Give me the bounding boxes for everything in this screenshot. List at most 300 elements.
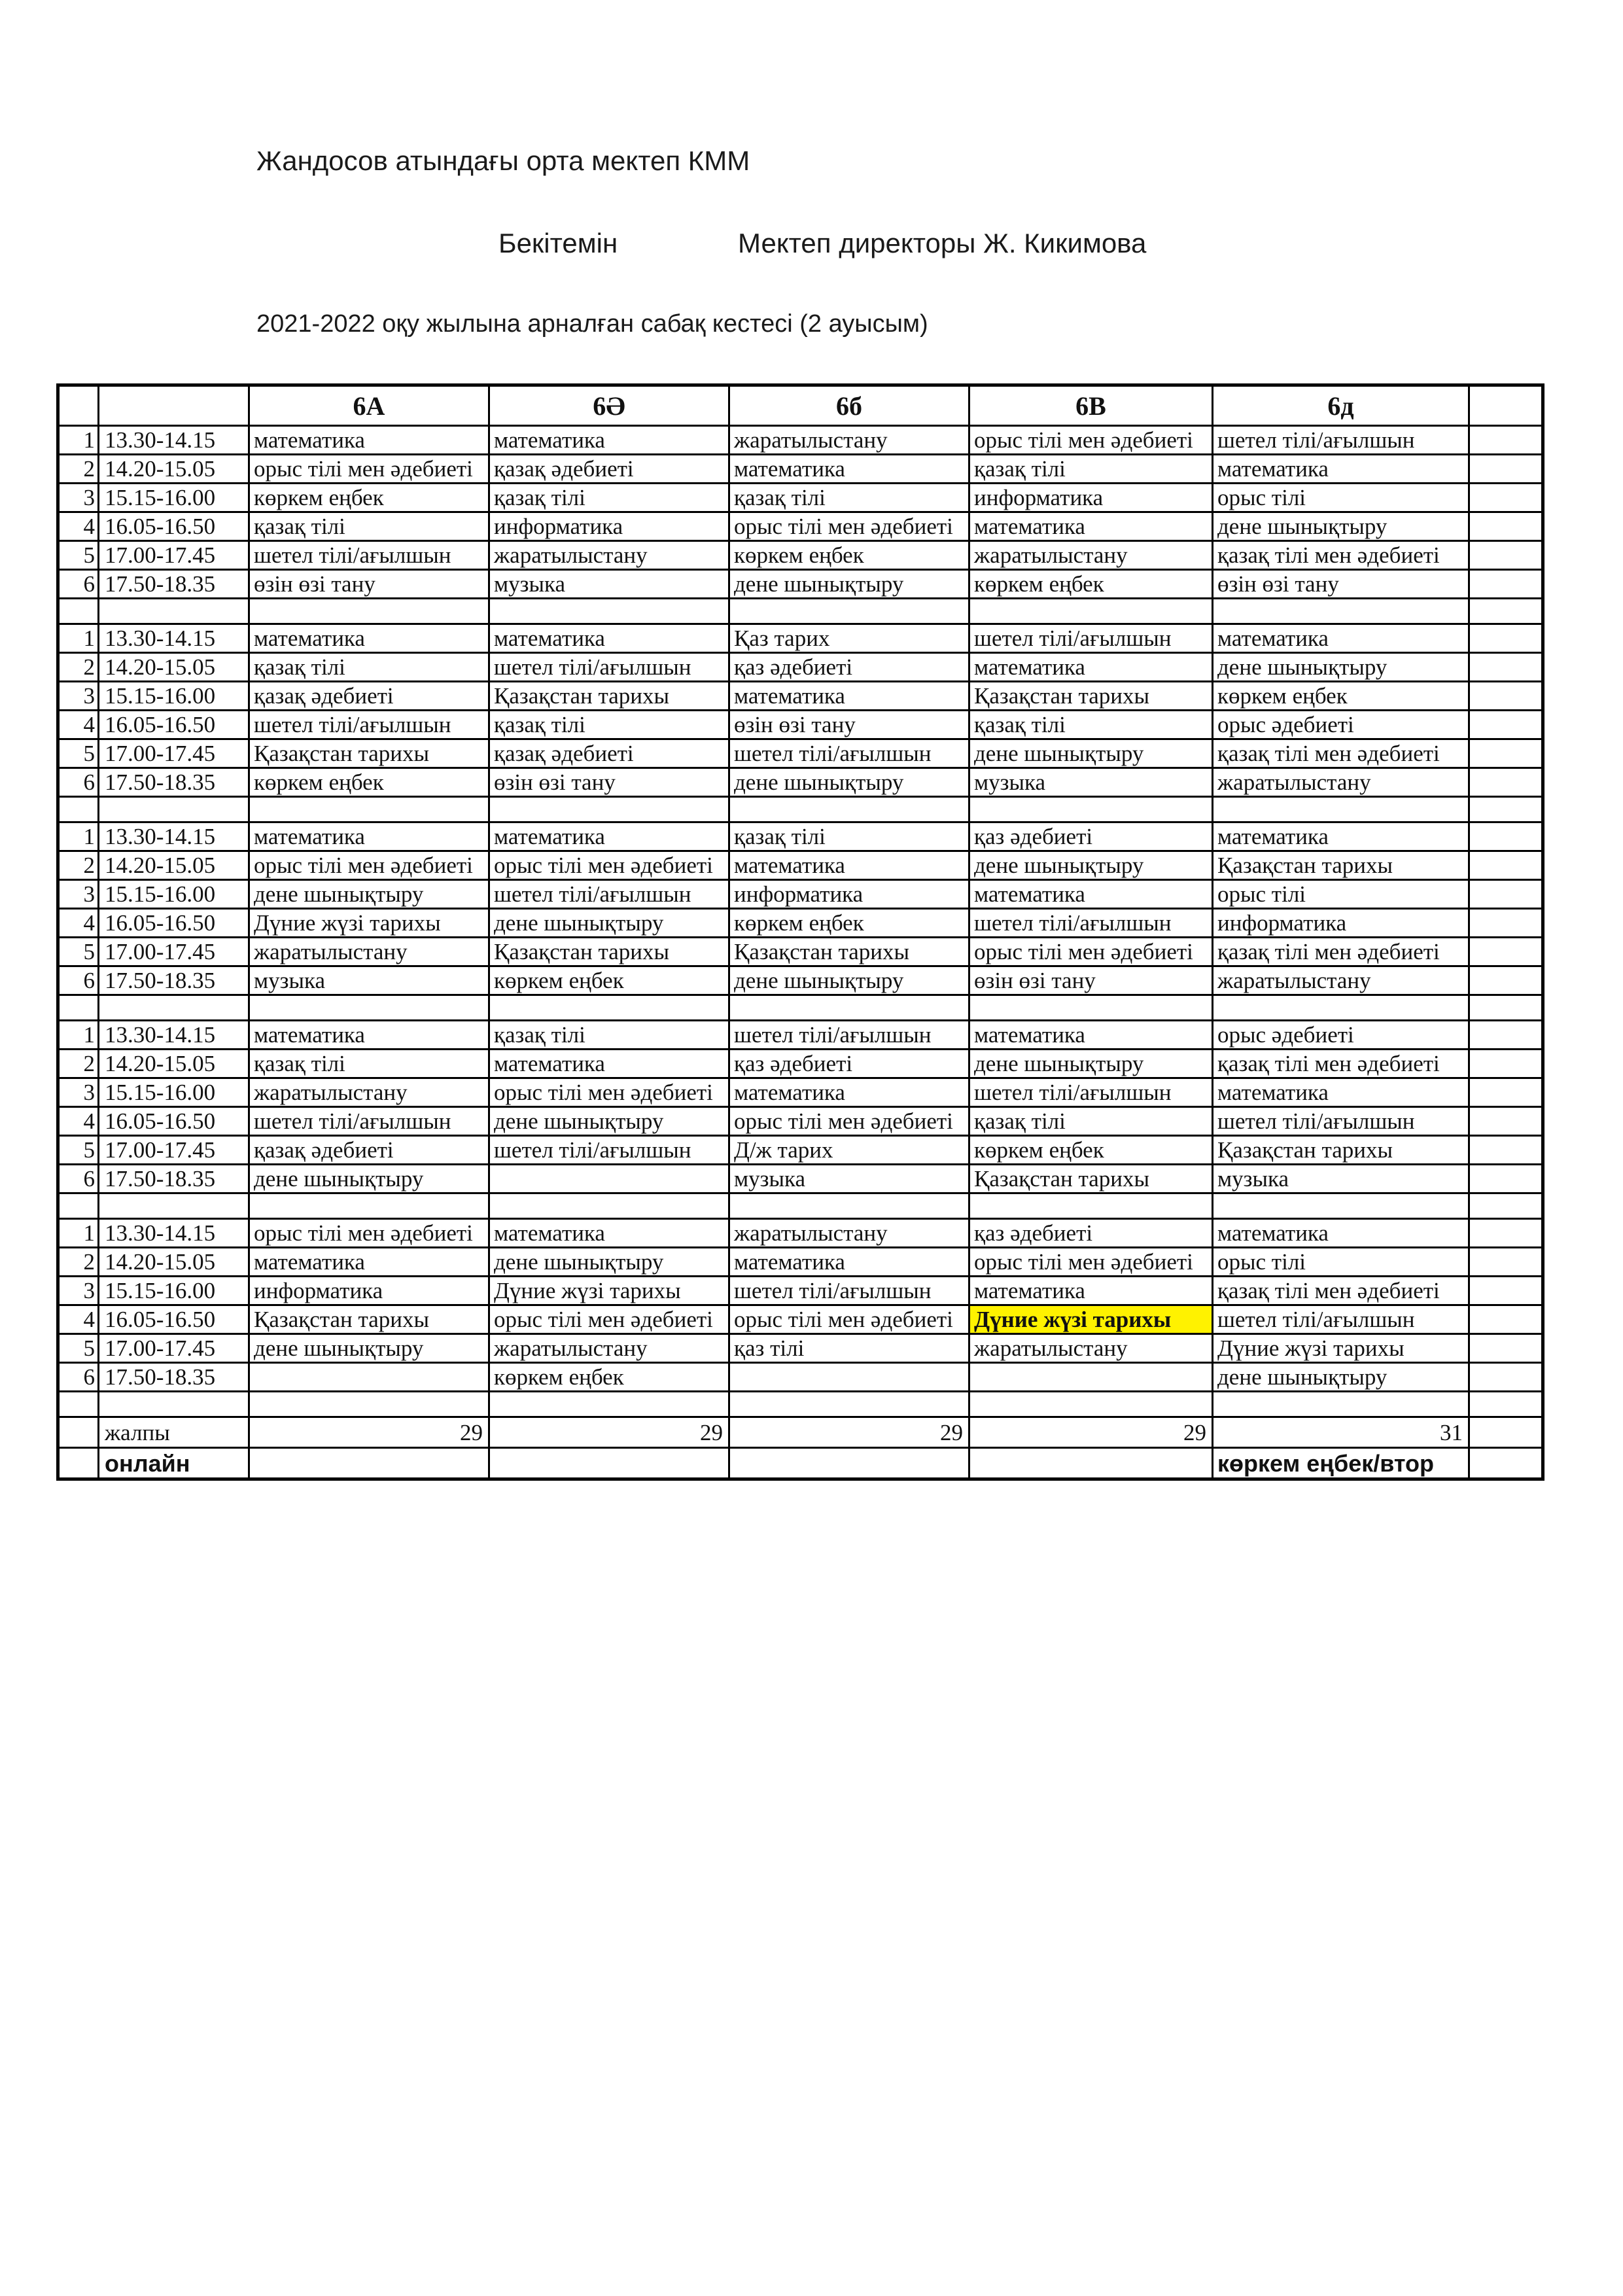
subject-cell: музыка bbox=[1213, 1165, 1469, 1193]
separator-cell bbox=[249, 1392, 489, 1417]
class-header: 6д bbox=[1213, 385, 1469, 426]
lesson-time: 17.50-18.35 bbox=[99, 1165, 249, 1193]
subject-cell: шетел тілі/ағылшын bbox=[249, 541, 489, 570]
header-blank bbox=[58, 385, 99, 426]
subject-cell: дене шынықтыру bbox=[249, 1334, 489, 1363]
online-value: көркем еңбек/втор bbox=[1213, 1448, 1469, 1479]
subject-cell: Дүние жүзі тарихы bbox=[489, 1277, 729, 1305]
lesson-time: 16.05-16.50 bbox=[99, 711, 249, 739]
subject-cell: Қазақстан тарихы bbox=[1213, 1136, 1469, 1165]
row-spacer bbox=[1469, 1021, 1543, 1050]
lesson-time: 14.20-15.05 bbox=[99, 851, 249, 880]
lesson-number: 2 bbox=[58, 851, 99, 880]
total-value: 29 bbox=[969, 1417, 1213, 1448]
total-value: 29 bbox=[489, 1417, 729, 1448]
lesson-time: 15.15-16.00 bbox=[99, 682, 249, 711]
online-row bbox=[58, 1448, 1543, 1479]
row-spacer bbox=[1469, 880, 1543, 909]
lesson-number: 1 bbox=[58, 822, 99, 851]
subject-cell: орыс тілі мен әдебиеті bbox=[249, 455, 489, 484]
row-spacer bbox=[1469, 851, 1543, 880]
table-row bbox=[58, 570, 1543, 599]
subject-cell: орыс әдебиеті bbox=[1213, 1021, 1469, 1050]
row-spacer bbox=[1469, 822, 1543, 851]
subject-cell: жаратылыстану bbox=[249, 938, 489, 966]
total-value: 31 bbox=[1213, 1417, 1469, 1448]
subject-cell: көркем еңбек bbox=[489, 1363, 729, 1392]
subject-cell: көркем еңбек bbox=[249, 484, 489, 512]
subject-cell: математика bbox=[1213, 1219, 1469, 1248]
separator-cell bbox=[1213, 1392, 1469, 1417]
separator-cell bbox=[969, 599, 1213, 624]
subject-cell: қазақ тілі мен әдебиеті bbox=[1213, 1050, 1469, 1078]
subject-cell: орыс әдебиеті bbox=[1213, 711, 1469, 739]
lesson-number: 5 bbox=[58, 541, 99, 570]
separator-cell bbox=[99, 1392, 249, 1417]
subject-cell: орыс тілі bbox=[1213, 880, 1469, 909]
subject-cell: математика bbox=[1213, 1078, 1469, 1107]
subject-cell: математика bbox=[1213, 822, 1469, 851]
subject-cell: музыка bbox=[729, 1165, 969, 1193]
subject-cell: шетел тілі/ағылшын bbox=[1213, 426, 1469, 455]
subject-cell: қазақ тілі bbox=[489, 1021, 729, 1050]
subject-cell: дене шынықтыру bbox=[969, 851, 1213, 880]
subject-cell: математика bbox=[489, 426, 729, 455]
lesson-time: 15.15-16.00 bbox=[99, 1277, 249, 1305]
table-row bbox=[58, 624, 1543, 653]
subject-cell: қаз тілі bbox=[729, 1334, 969, 1363]
separator-cell bbox=[58, 1193, 99, 1219]
subject-cell bbox=[489, 1165, 729, 1193]
lesson-number: 4 bbox=[58, 909, 99, 938]
subject-cell: Қаз тарих bbox=[729, 624, 969, 653]
subject-cell: қазақ тілі bbox=[249, 653, 489, 682]
subject-cell: жаратылыстану bbox=[969, 541, 1213, 570]
day-separator-row bbox=[58, 599, 1543, 624]
subject-cell: дене шынықтыру bbox=[969, 739, 1213, 768]
subject-cell: математика bbox=[729, 455, 969, 484]
subject-cell: жаратылыстану bbox=[729, 426, 969, 455]
subject-cell: көркем еңбек bbox=[969, 570, 1213, 599]
subject-cell: Қазақстан тарихы bbox=[489, 682, 729, 711]
subject-cell: орыс тілі мен әдебиеті bbox=[969, 426, 1213, 455]
row-spacer bbox=[1469, 1165, 1543, 1193]
lesson-number: 1 bbox=[58, 1021, 99, 1050]
table-row bbox=[58, 1050, 1543, 1078]
subject-cell: математика bbox=[729, 1078, 969, 1107]
subject-cell: орыс тілі мен әдебиеті bbox=[729, 1305, 969, 1334]
table-row bbox=[58, 851, 1543, 880]
subject-cell: жаратылыстану bbox=[489, 1334, 729, 1363]
subject-cell: математика bbox=[249, 624, 489, 653]
table-row bbox=[58, 455, 1543, 484]
day-separator-row bbox=[58, 1392, 1543, 1417]
subject-cell: математика bbox=[729, 851, 969, 880]
lesson-time: 17.00-17.45 bbox=[99, 938, 249, 966]
lesson-time: 13.30-14.15 bbox=[99, 624, 249, 653]
subject-cell: жаратылыстану bbox=[489, 541, 729, 570]
table-row bbox=[58, 880, 1543, 909]
lesson-number: 6 bbox=[58, 768, 99, 797]
separator-cell bbox=[1213, 797, 1469, 822]
subject-cell: қазақ тілі bbox=[969, 1107, 1213, 1136]
subject-cell: математика bbox=[249, 1021, 489, 1050]
subject-cell: математика bbox=[1213, 624, 1469, 653]
footer-blank bbox=[58, 1448, 99, 1479]
row-spacer bbox=[1469, 1219, 1543, 1248]
separator-cell bbox=[489, 995, 729, 1021]
subject-cell: дене шынықтыру bbox=[969, 1050, 1213, 1078]
subject-cell: қазақ әдебиеті bbox=[489, 739, 729, 768]
online-value bbox=[249, 1448, 489, 1479]
separator-cell bbox=[1469, 1193, 1543, 1219]
separator-cell bbox=[489, 1193, 729, 1219]
table-row bbox=[58, 711, 1543, 739]
subject-cell: қазақ тілі мен әдебиеті bbox=[1213, 938, 1469, 966]
row-spacer bbox=[1469, 624, 1543, 653]
separator-cell bbox=[249, 1193, 489, 1219]
lesson-number: 6 bbox=[58, 1165, 99, 1193]
subject-cell: қазақ тілі bbox=[969, 455, 1213, 484]
lesson-time: 13.30-14.15 bbox=[99, 822, 249, 851]
lesson-time: 17.00-17.45 bbox=[99, 739, 249, 768]
online-label: онлайн bbox=[99, 1448, 249, 1479]
class-header: 6В bbox=[969, 385, 1213, 426]
lesson-time: 13.30-14.15 bbox=[99, 1021, 249, 1050]
school-name: Жандосов атындағы орта мектеп КММ bbox=[256, 145, 750, 176]
table-row bbox=[58, 512, 1543, 541]
row-spacer bbox=[1469, 1305, 1543, 1334]
table-row bbox=[58, 1107, 1543, 1136]
subject-cell: Дүние жүзі тарихы bbox=[1213, 1334, 1469, 1363]
subject-cell: көркем еңбек bbox=[729, 909, 969, 938]
subject-cell: орыс тілі мен әдебиеті bbox=[249, 851, 489, 880]
table-row bbox=[58, 966, 1543, 995]
separator-cell bbox=[1469, 995, 1543, 1021]
subject-cell: көркем еңбек bbox=[1213, 682, 1469, 711]
subject-cell: дене шынықтыру bbox=[489, 1248, 729, 1277]
lesson-time: 17.50-18.35 bbox=[99, 1363, 249, 1392]
totals-label: жалпы bbox=[99, 1417, 249, 1448]
subject-cell: дене шынықтыру bbox=[1213, 1363, 1469, 1392]
row-spacer bbox=[1469, 909, 1543, 938]
lesson-number: 5 bbox=[58, 1334, 99, 1363]
subject-cell: шетел тілі/ағылшын bbox=[1213, 1107, 1469, 1136]
subject-cell: Қазақстан тарихы bbox=[729, 938, 969, 966]
separator-cell bbox=[99, 599, 249, 624]
row-spacer bbox=[1469, 484, 1543, 512]
subject-cell: шетел тілі/ағылшын bbox=[489, 1136, 729, 1165]
subject-cell: Қазақстан тарихы bbox=[249, 1305, 489, 1334]
subject-cell: математика bbox=[249, 822, 489, 851]
subject-cell: Қазақстан тарихы bbox=[969, 682, 1213, 711]
subject-cell: математика bbox=[489, 822, 729, 851]
subject-cell: көркем еңбек bbox=[249, 768, 489, 797]
subject-cell: Қазақстан тарихы bbox=[249, 739, 489, 768]
lesson-number: 2 bbox=[58, 1050, 99, 1078]
lesson-time: 17.00-17.45 bbox=[99, 541, 249, 570]
subject-cell: көркем еңбек bbox=[969, 1136, 1213, 1165]
lesson-number: 1 bbox=[58, 624, 99, 653]
subject-cell: қазақ тілі bbox=[969, 711, 1213, 739]
subject-cell: музыка bbox=[969, 768, 1213, 797]
separator-cell bbox=[99, 995, 249, 1021]
online-value bbox=[729, 1448, 969, 1479]
lesson-time: 14.20-15.05 bbox=[99, 455, 249, 484]
separator-cell bbox=[489, 797, 729, 822]
subject-cell: өзін өзі тану bbox=[969, 966, 1213, 995]
separator-cell bbox=[99, 797, 249, 822]
table-row bbox=[58, 484, 1543, 512]
lesson-number: 3 bbox=[58, 484, 99, 512]
lesson-time: 15.15-16.00 bbox=[99, 1078, 249, 1107]
subject-cell: шетел тілі/ағылшын bbox=[729, 1021, 969, 1050]
row-spacer bbox=[1469, 938, 1543, 966]
separator-cell bbox=[729, 599, 969, 624]
subject-cell: қазақ әдебиеті bbox=[249, 682, 489, 711]
table-row bbox=[58, 1248, 1543, 1277]
subject-cell: қаз әдебиеті bbox=[969, 822, 1213, 851]
subject-cell: қазақ тілі мен әдебиеті bbox=[1213, 1277, 1469, 1305]
lesson-time: 14.20-15.05 bbox=[99, 1248, 249, 1277]
lesson-number: 1 bbox=[58, 426, 99, 455]
subject-cell: дене шынықтыру bbox=[489, 909, 729, 938]
row-spacer bbox=[1469, 739, 1543, 768]
table-row bbox=[58, 1136, 1543, 1165]
lesson-number: 2 bbox=[58, 1248, 99, 1277]
separator-cell bbox=[58, 599, 99, 624]
row-spacer bbox=[1469, 653, 1543, 682]
separator-cell bbox=[729, 1193, 969, 1219]
row-spacer bbox=[1469, 682, 1543, 711]
table-row bbox=[58, 541, 1543, 570]
separator-cell bbox=[969, 1392, 1213, 1417]
separator-cell bbox=[1469, 797, 1543, 822]
row-spacer bbox=[1469, 711, 1543, 739]
header-row bbox=[58, 385, 1543, 426]
lesson-time: 17.50-18.35 bbox=[99, 966, 249, 995]
subject-cell: Дүние жүзі тарихы bbox=[969, 1305, 1213, 1334]
total-value: 29 bbox=[729, 1417, 969, 1448]
separator-cell bbox=[489, 1392, 729, 1417]
subject-cell: қазақ тілі bbox=[489, 711, 729, 739]
subject-cell: шетел тілі/ағылшын bbox=[969, 624, 1213, 653]
subject-cell: жаратылыстану bbox=[969, 1334, 1213, 1363]
subject-cell: шетел тілі/ағылшын bbox=[249, 1107, 489, 1136]
row-spacer bbox=[1469, 1334, 1543, 1363]
lesson-number: 2 bbox=[58, 455, 99, 484]
subject-cell: информатика bbox=[249, 1277, 489, 1305]
table-row bbox=[58, 739, 1543, 768]
lesson-number: 4 bbox=[58, 1107, 99, 1136]
lesson-number: 3 bbox=[58, 1078, 99, 1107]
subject-cell: жаратылыстану bbox=[729, 1219, 969, 1248]
subject-cell: орыс тілі мен әдебиеті bbox=[729, 512, 969, 541]
subject-cell: математика bbox=[969, 880, 1213, 909]
subject-cell: шетел тілі/ағылшын bbox=[489, 880, 729, 909]
separator-cell bbox=[249, 599, 489, 624]
subject-cell: шетел тілі/ағылшын bbox=[729, 1277, 969, 1305]
subject-cell: орыс тілі bbox=[1213, 1248, 1469, 1277]
subject-cell: музыка bbox=[489, 570, 729, 599]
table-row bbox=[58, 682, 1543, 711]
subject-cell: орыс тілі мен әдебиеті bbox=[489, 1078, 729, 1107]
subject-cell: қазақ тілі bbox=[729, 484, 969, 512]
separator-cell bbox=[489, 599, 729, 624]
subject-cell: орыс тілі мен әдебиеті bbox=[969, 1248, 1213, 1277]
subject-cell: дене шынықтыру bbox=[249, 880, 489, 909]
subject-cell: шетел тілі/ағылшын bbox=[249, 711, 489, 739]
lesson-number: 1 bbox=[58, 1219, 99, 1248]
lesson-time: 16.05-16.50 bbox=[99, 909, 249, 938]
subject-cell: жаратылыстану bbox=[1213, 768, 1469, 797]
subject-cell: өзін өзі тану bbox=[1213, 570, 1469, 599]
lesson-time: 17.00-17.45 bbox=[99, 1136, 249, 1165]
subject-cell: қазақ тілі bbox=[729, 822, 969, 851]
subject-cell: қазақ тілі bbox=[249, 1050, 489, 1078]
day-separator-row bbox=[58, 797, 1543, 822]
lesson-number: 2 bbox=[58, 653, 99, 682]
row-spacer bbox=[1469, 1050, 1543, 1078]
table-row bbox=[58, 1334, 1543, 1363]
approval-label: Бекітемін bbox=[498, 228, 618, 258]
subject-cell: қаз әдебиеті bbox=[729, 653, 969, 682]
separator-cell bbox=[1213, 1193, 1469, 1219]
lesson-time: 13.30-14.15 bbox=[99, 426, 249, 455]
online-value bbox=[489, 1448, 729, 1479]
row-spacer bbox=[1469, 1363, 1543, 1392]
row-spacer bbox=[1469, 541, 1543, 570]
row-spacer bbox=[1469, 1078, 1543, 1107]
subject-cell: информатика bbox=[969, 484, 1213, 512]
header-blank bbox=[1469, 385, 1543, 426]
row-spacer bbox=[1469, 1107, 1543, 1136]
separator-cell bbox=[58, 1392, 99, 1417]
separator-cell bbox=[1469, 1392, 1543, 1417]
totals-row bbox=[58, 1417, 1543, 1448]
lesson-number: 5 bbox=[58, 739, 99, 768]
lesson-number: 5 bbox=[58, 1136, 99, 1165]
subject-cell: қазақ әдебиеті bbox=[489, 455, 729, 484]
footer-blank bbox=[1469, 1448, 1543, 1479]
table-row bbox=[58, 1078, 1543, 1107]
subject-cell: математика bbox=[249, 1248, 489, 1277]
subject-cell: дене шынықтыру bbox=[1213, 653, 1469, 682]
subject-cell: дене шынықтыру bbox=[1213, 512, 1469, 541]
subject-cell: математика bbox=[489, 1219, 729, 1248]
subject-cell: математика bbox=[1213, 455, 1469, 484]
lesson-number: 3 bbox=[58, 880, 99, 909]
subject-cell: математика bbox=[729, 682, 969, 711]
lesson-time: 13.30-14.15 bbox=[99, 1219, 249, 1248]
subject-cell bbox=[969, 1363, 1213, 1392]
row-spacer bbox=[1469, 966, 1543, 995]
lesson-time: 16.05-16.50 bbox=[99, 1107, 249, 1136]
table-row bbox=[58, 938, 1543, 966]
lesson-time: 15.15-16.00 bbox=[99, 880, 249, 909]
row-spacer bbox=[1469, 1136, 1543, 1165]
footer-blank bbox=[1469, 1417, 1543, 1448]
row-spacer bbox=[1469, 426, 1543, 455]
separator-cell bbox=[969, 995, 1213, 1021]
subject-cell: Қазақстан тарихы bbox=[969, 1165, 1213, 1193]
subject-cell: қазақ әдебиеті bbox=[249, 1136, 489, 1165]
subject-cell: көркем еңбек bbox=[729, 541, 969, 570]
lesson-number: 4 bbox=[58, 711, 99, 739]
subject-cell: математика bbox=[969, 512, 1213, 541]
subject-cell: математика bbox=[489, 1050, 729, 1078]
subject-cell: қаз әдебиеті bbox=[729, 1050, 969, 1078]
subject-cell bbox=[249, 1363, 489, 1392]
row-spacer bbox=[1469, 1277, 1543, 1305]
table-row bbox=[58, 909, 1543, 938]
separator-cell bbox=[969, 1193, 1213, 1219]
subject-cell: Дүние жүзі тарихы bbox=[249, 909, 489, 938]
separator-cell bbox=[729, 1392, 969, 1417]
subject-cell: өзін өзі тану bbox=[249, 570, 489, 599]
subject-cell: жаратылыстану bbox=[249, 1078, 489, 1107]
table-row bbox=[58, 1165, 1543, 1193]
schedule-table bbox=[56, 383, 1544, 1481]
lesson-time: 17.50-18.35 bbox=[99, 570, 249, 599]
subject-cell: Қазақстан тарихы bbox=[489, 938, 729, 966]
lesson-time: 17.50-18.35 bbox=[99, 768, 249, 797]
subject-cell: информатика bbox=[1213, 909, 1469, 938]
row-spacer bbox=[1469, 512, 1543, 541]
lesson-number: 4 bbox=[58, 512, 99, 541]
subject-cell: математика bbox=[969, 1021, 1213, 1050]
online-value bbox=[969, 1448, 1213, 1479]
separator-cell bbox=[1213, 995, 1469, 1021]
class-header: 6Ә bbox=[489, 385, 729, 426]
row-spacer bbox=[1469, 768, 1543, 797]
row-spacer bbox=[1469, 1248, 1543, 1277]
subject-cell: өзін өзі тану bbox=[729, 711, 969, 739]
subject-cell: информатика bbox=[729, 880, 969, 909]
subject-cell: қазақ тілі мен әдебиеті bbox=[1213, 739, 1469, 768]
subject-cell: дене шынықтыру bbox=[729, 768, 969, 797]
lesson-time: 15.15-16.00 bbox=[99, 484, 249, 512]
table-row bbox=[58, 1305, 1543, 1334]
subject-cell: жаратылыстану bbox=[1213, 966, 1469, 995]
lesson-number: 6 bbox=[58, 966, 99, 995]
table-row bbox=[58, 1363, 1543, 1392]
subject-cell: шетел тілі/ағылшын bbox=[1213, 1305, 1469, 1334]
separator-cell bbox=[58, 797, 99, 822]
subject-cell: дене шынықтыру bbox=[729, 966, 969, 995]
subject-cell: көркем еңбек bbox=[489, 966, 729, 995]
lesson-time: 14.20-15.05 bbox=[99, 1050, 249, 1078]
director-signature-line: Мектеп директоры Ж. Кикимова bbox=[738, 228, 1147, 258]
subject-cell: орыс тілі мен әдебиеті bbox=[249, 1219, 489, 1248]
subject-cell: музыка bbox=[249, 966, 489, 995]
day-separator-row bbox=[58, 995, 1543, 1021]
separator-cell bbox=[969, 797, 1213, 822]
table-row bbox=[58, 1277, 1543, 1305]
subject-cell bbox=[729, 1363, 969, 1392]
subject-cell: Қазақстан тарихы bbox=[1213, 851, 1469, 880]
total-value: 29 bbox=[249, 1417, 489, 1448]
subject-cell: дене шынықтыру bbox=[489, 1107, 729, 1136]
subject-cell: шетел тілі/ағылшын bbox=[729, 739, 969, 768]
separator-cell bbox=[1469, 599, 1543, 624]
separator-cell bbox=[58, 995, 99, 1021]
subject-cell: дене шынықтыру bbox=[249, 1165, 489, 1193]
subject-cell: қазақ тілі bbox=[249, 512, 489, 541]
subject-cell: шетел тілі/ағылшын bbox=[969, 1078, 1213, 1107]
header-blank bbox=[99, 385, 249, 426]
subject-cell: қаз әдебиеті bbox=[969, 1219, 1213, 1248]
